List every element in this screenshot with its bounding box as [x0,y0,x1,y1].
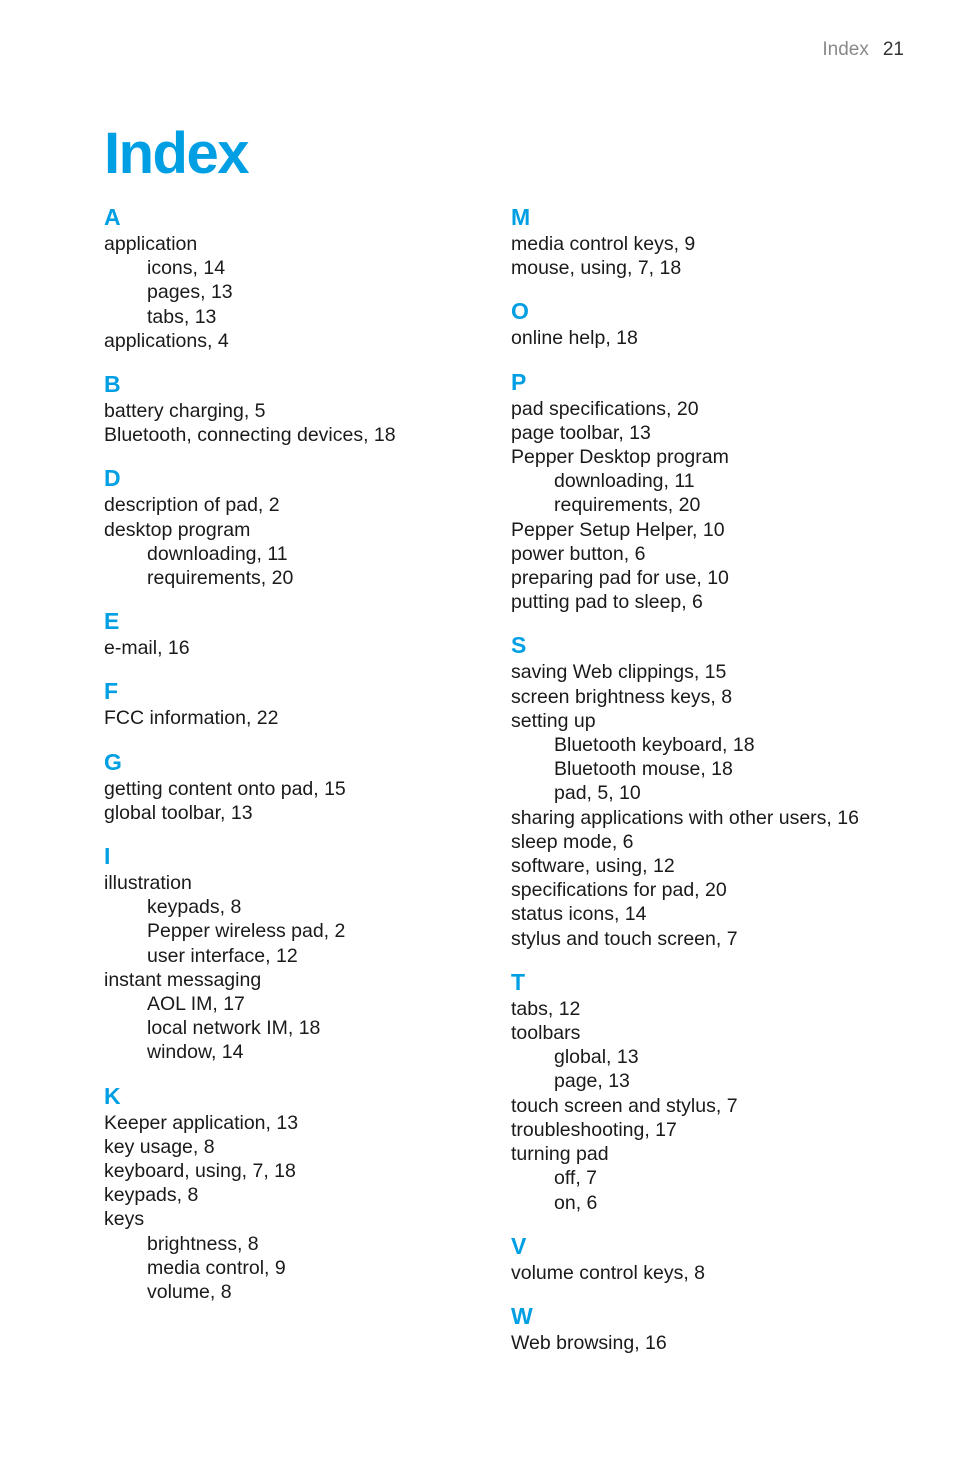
index-subentry: icons, 14 [147,257,226,280]
index-entry: keys [104,1208,145,1231]
index-subentry: requirements, 20 [147,567,294,590]
index-subentry: keypads, 8 [147,896,242,919]
index-section-o [511,296,859,350]
index-subentry: window, 14 [147,1041,244,1064]
section-letter: O [511,298,529,325]
index-entry: page toolbar, 13 [511,421,651,444]
index-entry: global toolbar, 13 [104,801,253,824]
index-entry: status icons, 14 [511,903,647,926]
index-entry: FCC information, 22 [104,707,279,730]
page-title: Index [104,121,248,186]
index-subentry: media control, 9 [147,1256,286,1279]
index-subentry: user interface, 12 [147,944,298,967]
index-entry: applications, 4 [104,329,229,352]
index-entry: setting up [511,709,596,732]
section-letter: B [104,371,121,398]
section-letter: A [104,204,121,230]
index-section-e [104,606,396,660]
index-subentry: page, 13 [554,1070,630,1093]
index-subentry: pages, 13 [147,281,233,304]
section-letter: I [104,843,111,870]
index-entry: description of pad, 2 [104,494,280,517]
index-section-s [511,630,859,950]
section-letter: M [511,204,531,230]
index-section-f [104,676,396,730]
index-entry: e-mail, 16 [104,637,190,660]
section-letter: E [104,608,120,635]
index-entry: specifications for pad, 20 [511,879,727,902]
index-entry: Web browsing, 16 [511,1331,667,1354]
index-entry: tabs, 12 [511,997,581,1020]
running-header [822,39,904,61]
index-subentry: Bluetooth keyboard, 18 [554,734,755,757]
section-letter: P [511,368,527,395]
index-section-k [104,1081,396,1305]
index-section-m [511,202,859,280]
index-entry: toolbars [511,1022,581,1045]
index-entry: key usage, 8 [104,1135,215,1158]
index-subentry: AOL IM, 17 [147,993,245,1016]
section-letter: K [104,1082,121,1109]
section-letter: T [511,968,526,995]
index-entry: sleep mode, 6 [511,830,634,853]
index-section-w [511,1301,859,1355]
index-subentry: local network IM, 18 [147,1017,321,1040]
index-entry: keyboard, using, 7, 18 [104,1160,296,1183]
index-entry: pad specifications, 20 [511,397,699,420]
index-subentry: downloading, 11 [147,542,288,565]
index-entry: putting pad to sleep, 6 [511,591,703,614]
index-entry: media control keys, 9 [511,233,696,255]
index-entry: Pepper Setup Helper, 10 [511,518,725,541]
index-subentry: global, 13 [554,1046,639,1069]
index-section-b [104,369,396,447]
section-letter: F [104,678,119,705]
index-section-d [104,463,396,590]
index-column-right [511,202,859,1355]
index-column-left [104,202,396,1304]
index-subentry: off, 7 [554,1167,598,1190]
index-entry: getting content onto pad, 15 [104,777,346,800]
index-section-p [511,367,859,615]
index-subentry: downloading, 11 [554,470,695,493]
index-entry: screen brightness keys, 8 [511,685,733,708]
index-subentry: volume, 8 [147,1281,232,1304]
index-entry: Bluetooth, connecting devices, 18 [104,424,396,447]
index-section-v [511,1231,859,1285]
index-subentry: brightness, 8 [147,1232,259,1255]
section-letter: W [511,1302,533,1329]
index-entry: power button, 6 [511,542,646,565]
index-subentry: tabs, 13 [147,305,217,328]
section-letter: V [511,1232,527,1259]
index-entry: instant messaging [104,968,262,991]
index-subentry: Pepper wireless pad, 2 [147,920,346,943]
index-section-t [511,967,859,1215]
index-entry: illustration [104,872,192,895]
index-entry: turning pad [511,1143,609,1166]
index-entry: Pepper Desktop program [511,446,729,469]
index-entry: troubleshooting, 17 [511,1118,677,1141]
index-entry: online help, 18 [511,327,638,350]
index-entry: saving Web clippings, 15 [511,661,727,684]
index-entry: volume control keys, 8 [511,1261,706,1284]
page-number: 21 [882,39,904,60]
index-entry: touch screen and stylus, 7 [511,1094,738,1117]
section-letter: D [104,465,121,492]
index-entry: application [104,233,198,255]
index-subentry: pad, 5, 10 [554,782,641,805]
index-entry: software, using, 12 [511,855,675,878]
running-header-section: Index [822,39,869,60]
index-entry: keypads, 8 [104,1184,199,1207]
index-subentry: on, 6 [554,1191,598,1214]
index-entry: battery charging, 5 [104,400,266,423]
index-section-i [104,841,396,1065]
index-entry: preparing pad for use, 10 [511,567,729,590]
index-subentry: requirements, 20 [554,494,701,517]
index-section-g [104,747,396,825]
index-entry: sharing applications with other users, 16 [511,806,859,829]
section-letter: G [104,748,122,775]
index-section-a [104,202,396,353]
index-subentry: Bluetooth mouse, 18 [554,758,733,781]
index-entry: mouse, using, 7, 18 [511,257,682,280]
index-entry: Keeper application, 13 [104,1111,299,1134]
index-entry: desktop program [104,518,251,541]
index-entry: stylus and touch screen, 7 [511,927,738,950]
section-letter: S [511,632,527,659]
